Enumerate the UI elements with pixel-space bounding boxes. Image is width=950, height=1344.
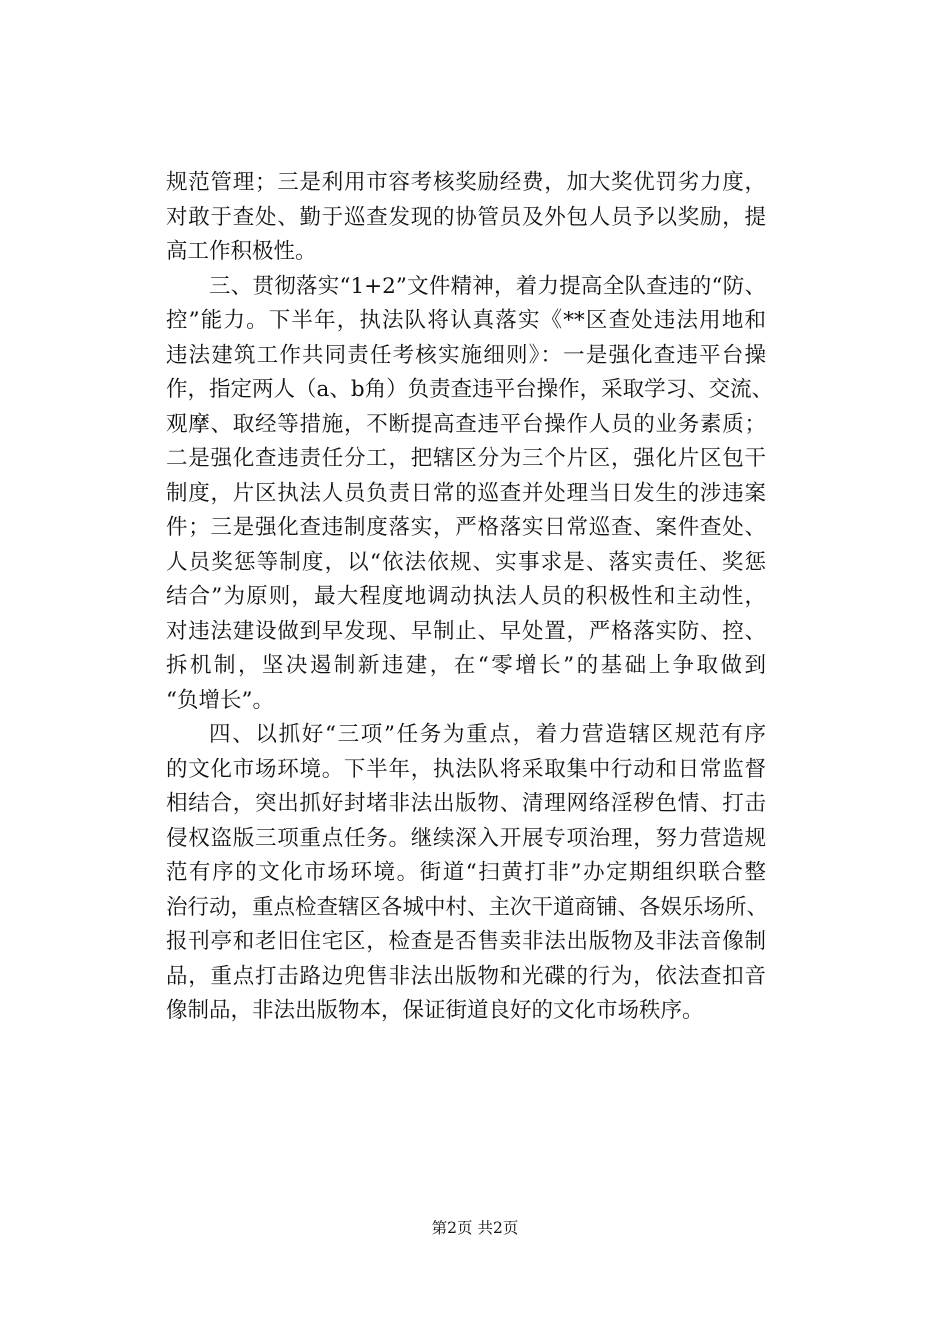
paragraph-2-line-12: 拆机制，坚决遏制新违建，在“零增长”的基础上争取做到	[166, 653, 766, 678]
paragraph-2-line-8: 件；三是强化查违制度落实，严格落实日常巡查、案件查处、	[166, 515, 766, 540]
paragraph-2-line-7: 制度，片区执法人员负责日常的巡查并处理当日发生的涉违案	[166, 480, 766, 506]
paragraph-2-line-2: 控”能力。下半年，执法队将认真落实《**区查处违法用地和	[166, 308, 766, 333]
paragraph-2-line-6: 二是强化查违责任分工，把辖区分为三个片区，强化片区包干	[166, 446, 766, 471]
paragraph-2-line-5: 观摩、取经等措施，不断提高查违平台操作人员的业务素质；	[166, 411, 766, 437]
paragraph-3-line-3: 相结合，突出抓好封堵非法出版物、清理网络淫秽色情、打击	[166, 791, 766, 816]
paragraph-2-line-11: 对违法建设做到早发现、早制止、早处置，严格落实防、控、	[166, 618, 766, 644]
paragraph-1-line-1: 规范管理；三是利用市容考核奖励经费，加大奖优罚劣力度，	[166, 170, 766, 195]
page-number-footer: 第2页 共2页	[431, 1219, 519, 1237]
paragraph-2-line-4: 作，指定两人（a、b角）负责查违平台操作，采取学习、交流、	[166, 377, 774, 402]
paragraph-3-line-1: 四、以抓好“三项”任务为重点，着力营造辖区规范有序	[209, 722, 766, 747]
paragraph-3-line-8: 品，重点打击路边兜售非法出版物和光碟的行为，依法查扣音	[166, 963, 766, 989]
paragraph-2-line-1: 三、贯彻落实“1+2”文件精神，着力提高全队查违的“防、	[209, 273, 766, 299]
paragraph-2-line-10: 结合”为原则，最大程度地调动执法人员的积极性和主动性，	[166, 584, 766, 609]
paragraph-1-line-2: 对敢于查处、勤于巡查发现的协管员及外包人员予以奖励，提	[166, 204, 766, 230]
paragraph-1-line-3: 高工作积极性。	[166, 239, 317, 264]
paragraph-3-line-9: 像制品，非法出版物本，保证街道良好的文化市场秩序。	[166, 998, 704, 1023]
paragraph-3-line-6: 治行动，重点检查辖区各城中村、主次干道商铺、各娱乐场所、	[166, 894, 769, 920]
paragraph-3-line-7: 报刊亭和老旧住宅区，检查是否售卖非法出版物及非法音像制	[166, 929, 766, 954]
paragraph-2-line-13: “负增长”。	[166, 687, 274, 713]
paragraph-2-line-3: 违法建筑工作共同责任考核实施细则》：一是强化查违平台操	[166, 342, 766, 368]
paragraph-2-line-9: 人员奖惩等制度，以“依法依规、实事求是、落实责任、奖惩	[166, 549, 766, 575]
paragraph-3-line-4: 侵权盗版三项重点任务。继续深入开展专项治理，努力营造规	[166, 825, 766, 851]
paragraph-3-line-2: 的文化市场环境。下半年，执法队将采取集中行动和日常监督	[166, 756, 766, 782]
paragraph-3-line-5: 范有序的文化市场环境。街道“扫黄打非”办定期组织联合整	[166, 860, 766, 885]
document-body	[166, 166, 774, 1029]
